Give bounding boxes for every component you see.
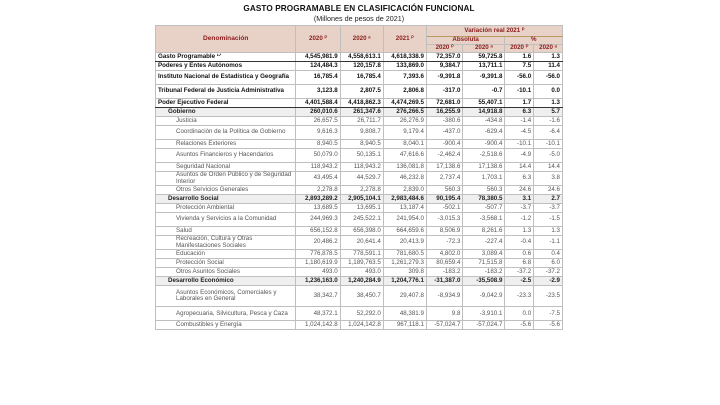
row-label: Desarrollo Social — [156, 195, 296, 204]
pct-var-2020a: -37.2 — [534, 268, 563, 277]
value-2020a: 8,940.5 — [340, 140, 383, 149]
value-2020a: 52,292.0 — [340, 307, 383, 321]
pct-var-2020a: -1.1 — [534, 236, 563, 250]
abs-var-2020p: 560.3 — [426, 186, 462, 195]
pct-var-2020p: 6.8 — [505, 259, 534, 268]
pct-var-2020a: 11.4 — [534, 62, 563, 71]
value-2021p: 9,179.4 — [383, 126, 426, 140]
value-2020a: 118,943.2 — [340, 163, 383, 172]
value-2020a: 656,398.0 — [340, 227, 383, 236]
value-2020p: 13,689.5 — [296, 204, 340, 213]
abs-var-2020a: -3,568.1 — [463, 213, 505, 227]
value-2020p: 4,545,981.9 — [296, 53, 340, 62]
row-label: Vivienda y Servicios a la Comunidad — [156, 213, 296, 227]
value-2021p: 20,413.9 — [383, 236, 426, 250]
pct-var-2020p: -10.1 — [505, 85, 534, 99]
value-2020a: 13,695.1 — [340, 204, 383, 213]
header-col-2020a: 2020 ᵃ — [340, 26, 383, 53]
row-label: Poder Ejecutivo Federal — [156, 99, 296, 108]
abs-var-2020a: -227.4 — [463, 236, 505, 250]
pct-var-2020p: -2.5 — [505, 277, 534, 286]
header-pct-2020a: 2020 ᵃ — [534, 45, 563, 53]
abs-var-2020p: 72,357.0 — [426, 53, 462, 62]
value-2020a: 38,450.7 — [340, 286, 383, 307]
value-2020p: 656,152.8 — [296, 227, 340, 236]
abs-var-2020a: -507.7 — [463, 204, 505, 213]
table-row — [156, 195, 563, 204]
value-2021p: 309.8 — [383, 268, 426, 277]
table-row — [156, 204, 563, 213]
abs-var-2020p: -31,387.0 — [426, 277, 462, 286]
value-2020a: 20,641.4 — [340, 236, 383, 250]
abs-var-2020a: 8,261.6 — [463, 227, 505, 236]
header-variacion: Variación real 2021 ᴾ — [426, 26, 562, 37]
abs-var-2020p: -502.1 — [426, 204, 462, 213]
abs-var-2020a: -9,042.9 — [463, 286, 505, 307]
row-label: Justicia — [156, 117, 296, 126]
pct-var-2020a: 0.4 — [534, 250, 563, 259]
abs-var-2020p: -8,934.9 — [426, 286, 462, 307]
abs-var-2020p: 16,255.9 — [426, 108, 462, 117]
table-row — [156, 236, 563, 250]
pct-var-2020a: 1.3 — [534, 227, 563, 236]
functional-spending-table — [155, 25, 563, 330]
abs-var-2020p: 8,506.9 — [426, 227, 462, 236]
value-2020a: 493.0 — [340, 268, 383, 277]
abs-var-2020a: -183.2 — [463, 268, 505, 277]
table-row — [156, 99, 563, 108]
value-2020p: 2,278.8 — [296, 186, 340, 195]
value-2020p: 48,372.1 — [296, 307, 340, 321]
abs-var-2020a: 3,089.4 — [463, 250, 505, 259]
value-2021p: 1,204,776.1 — [383, 277, 426, 286]
row-label: Protección Ambiental — [156, 204, 296, 213]
pct-var-2020p: 6.3 — [505, 172, 534, 186]
value-2021p: 29,407.8 — [383, 286, 426, 307]
header-col-2020p: 2020 ᴾ — [296, 26, 340, 53]
pct-var-2020a: 14.4 — [534, 163, 563, 172]
pct-var-2020p: -1.4 — [505, 117, 534, 126]
pct-var-2020p: -23.3 — [505, 286, 534, 307]
value-2020a: 1,240,284.9 — [340, 277, 383, 286]
pct-var-2020p: 6.3 — [505, 108, 534, 117]
row-label: Combustibles y Energía — [156, 321, 296, 330]
value-2020a: 26,711.7 — [340, 117, 383, 126]
row-label: Gobierno — [156, 108, 296, 117]
value-2020p: 8,940.5 — [296, 140, 340, 149]
value-2021p: 241,954.0 — [383, 213, 426, 227]
value-2020p: 4,401,588.4 — [296, 99, 340, 108]
table-subtitle: (Millones de pesos de 2021) — [313, 14, 405, 23]
pct-var-2020p: -4.5 — [505, 126, 534, 140]
table-row — [156, 108, 563, 117]
value-2020p: 118,943.2 — [296, 163, 340, 172]
value-2021p: 2,806.8 — [383, 85, 426, 99]
abs-var-2020p: 90,195.4 — [426, 195, 462, 204]
value-2021p: 2,839.0 — [383, 186, 426, 195]
value-2021p: 7,393.6 — [383, 71, 426, 85]
value-2021p: 1,261,279.3 — [383, 259, 426, 268]
value-2020p: 20,486.2 — [296, 236, 340, 250]
pct-var-2020a: -6.4 — [534, 126, 563, 140]
row-label: Relaciones Exteriores — [156, 140, 296, 149]
value-2020p: 50,079.0 — [296, 149, 340, 163]
abs-var-2020a: -0.7 — [463, 85, 505, 99]
pct-var-2020a: -23.5 — [534, 286, 563, 307]
abs-var-2020a: -3,910.1 — [463, 307, 505, 321]
row-label: Educación — [156, 250, 296, 259]
abs-var-2020p: 2,737.4 — [426, 172, 462, 186]
pct-var-2020a: -1.6 — [534, 117, 563, 126]
pct-var-2020a: 3.8 — [534, 172, 563, 186]
pct-var-2020p: -3.7 — [505, 204, 534, 213]
value-2020p: 16,785.4 — [296, 71, 340, 85]
row-label: Poderes y Entes Autónomos — [156, 62, 296, 71]
abs-var-2020a: 560.3 — [463, 186, 505, 195]
row-label: Recreación, Cultura y Otras Manifestaciones Sociales — [156, 236, 296, 250]
table-row — [156, 53, 563, 62]
value-2021p: 26,276.9 — [383, 117, 426, 126]
row-label: Otros Asuntos Sociales — [156, 268, 296, 277]
row-label: Tribunal Federal de Justicia Administrativa — [156, 85, 296, 99]
value-2020a: 778,591.1 — [340, 250, 383, 259]
abs-var-2020a: 78,380.5 — [463, 195, 505, 204]
table-row — [156, 268, 563, 277]
value-2021p: 967,118.1 — [383, 321, 426, 330]
abs-var-2020p: -57,024.7 — [426, 321, 462, 330]
header-absoluta: Absoluta — [426, 37, 505, 45]
abs-var-2020a: 17,138.6 — [463, 163, 505, 172]
header-denominacion: Denominación — [156, 26, 296, 53]
value-2020p: 38,342.7 — [296, 286, 340, 307]
value-2020p: 260,010.6 — [296, 108, 340, 117]
table-row — [156, 186, 563, 195]
table-row — [156, 85, 563, 99]
value-2020p: 1,024,142.8 — [296, 321, 340, 330]
row-label: Gasto Programable ¹ᐟ — [156, 53, 296, 62]
value-2020a: 44,529.7 — [340, 172, 383, 186]
table-row — [156, 140, 563, 149]
value-2020a: 1,024,142.8 — [340, 321, 383, 330]
value-2021p: 4,474,269.5 — [383, 99, 426, 108]
table-row — [156, 259, 563, 268]
abs-var-2020p: -900.4 — [426, 140, 462, 149]
table-row — [156, 307, 563, 321]
row-label: Otros Servicios Generales — [156, 186, 296, 195]
table-row — [156, 149, 563, 163]
value-2021p: 46,232.8 — [383, 172, 426, 186]
row-label: Instituto Nacional de Estadística y Geografía — [156, 71, 296, 85]
pct-var-2020a: -3.7 — [534, 204, 563, 213]
value-2021p: 47,616.6 — [383, 149, 426, 163]
pct-var-2020a: -5.6 — [534, 321, 563, 330]
abs-var-2020p: 80,659.4 — [426, 259, 462, 268]
table-row — [156, 250, 563, 259]
table-row — [156, 62, 563, 71]
abs-var-2020p: 9,384.7 — [426, 62, 462, 71]
value-2021p: 136,081.8 — [383, 163, 426, 172]
value-2020a: 9,808.7 — [340, 126, 383, 140]
abs-var-2020a: -9,391.8 — [463, 71, 505, 85]
abs-var-2020p: 4,802.0 — [426, 250, 462, 259]
pct-var-2020a: 2.7 — [534, 195, 563, 204]
pct-var-2020p: 0.0 — [505, 307, 534, 321]
value-2020a: 50,135.1 — [340, 149, 383, 163]
pct-var-2020p: -5.6 — [505, 321, 534, 330]
header-percent: % — [505, 37, 563, 45]
pct-var-2020p: -56.0 — [505, 71, 534, 85]
row-label: Coordinación de la Política de Gobierno — [156, 126, 296, 140]
value-2020a: 245,522.1 — [340, 213, 383, 227]
header-col-2021p: 2021 ᴾ — [383, 26, 426, 53]
abs-var-2020a: -900.4 — [463, 140, 505, 149]
abs-var-2020a: -35,508.9 — [463, 277, 505, 286]
abs-var-2020p: 72,681.0 — [426, 99, 462, 108]
pct-var-2020a: -2.9 — [534, 277, 563, 286]
value-2021p: 13,187.4 — [383, 204, 426, 213]
abs-var-2020a: -434.8 — [463, 117, 505, 126]
table-row — [156, 172, 563, 186]
pct-var-2020p: 24.6 — [505, 186, 534, 195]
value-2020p: 2,893,289.2 — [296, 195, 340, 204]
table-row — [156, 213, 563, 227]
value-2020p: 1,236,163.0 — [296, 277, 340, 286]
table-row — [156, 321, 563, 330]
abs-var-2020a: 71,515.8 — [463, 259, 505, 268]
pct-var-2020a: -1.5 — [534, 213, 563, 227]
pct-var-2020a: -7.5 — [534, 307, 563, 321]
pct-var-2020p: 1.7 — [505, 99, 534, 108]
value-2021p: 48,381.9 — [383, 307, 426, 321]
abs-var-2020p: -317.0 — [426, 85, 462, 99]
row-label: Seguridad Nacional — [156, 163, 296, 172]
value-2020p: 776,878.5 — [296, 250, 340, 259]
abs-var-2020a: -629.4 — [463, 126, 505, 140]
row-label: Asuntos de Orden Público y de Seguridad Interior — [156, 172, 296, 186]
pct-var-2020a: -56.0 — [534, 71, 563, 85]
pct-var-2020a: 5.7 — [534, 108, 563, 117]
value-2020p: 1,180,619.9 — [296, 259, 340, 268]
value-2020p: 3,123.8 — [296, 85, 340, 99]
abs-var-2020a: 55,407.1 — [463, 99, 505, 108]
pct-var-2020a: 1.3 — [534, 53, 563, 62]
value-2020p: 26,657.5 — [296, 117, 340, 126]
header-pct-2020p: 2020 ᴾ — [505, 45, 534, 53]
value-2020a: 2,905,104.1 — [340, 195, 383, 204]
value-2021p: 2,983,484.6 — [383, 195, 426, 204]
abs-var-2020a: 59,725.8 — [463, 53, 505, 62]
pct-var-2020p: 14.4 — [505, 163, 534, 172]
abs-var-2020a: 14,918.8 — [463, 108, 505, 117]
abs-var-2020p: -9,391.8 — [426, 71, 462, 85]
value-2020p: 43,495.4 — [296, 172, 340, 186]
pct-var-2020p: 0.6 — [505, 250, 534, 259]
table-row — [156, 117, 563, 126]
value-2020p: 9,616.3 — [296, 126, 340, 140]
value-2021p: 133,869.0 — [383, 62, 426, 71]
row-label: Agropecuaria, Silvicultura, Pesca y Caza — [156, 307, 296, 321]
pct-var-2020p: -10.1 — [505, 140, 534, 149]
value-2020a: 16,785.4 — [340, 71, 383, 85]
pct-var-2020a: 1.3 — [534, 99, 563, 108]
row-label: Desarrollo Económico — [156, 277, 296, 286]
abs-var-2020p: 9.8 — [426, 307, 462, 321]
table-title: GASTO PROGRAMABLE EN CLASIFICACIÓN FUNCIONAL — [243, 4, 475, 13]
pct-var-2020p: 3.1 — [505, 195, 534, 204]
abs-var-2020p: -3,015.3 — [426, 213, 462, 227]
value-2021p: 781,680.5 — [383, 250, 426, 259]
value-2021p: 664,659.6 — [383, 227, 426, 236]
value-2021p: 276,266.5 — [383, 108, 426, 117]
pct-var-2020p: -0.4 — [505, 236, 534, 250]
value-2020p: 493.0 — [296, 268, 340, 277]
pct-var-2020p: 1.6 — [505, 53, 534, 62]
pct-var-2020p: 1.3 — [505, 227, 534, 236]
value-2020a: 2,278.8 — [340, 186, 383, 195]
abs-var-2020p: -380.6 — [426, 117, 462, 126]
table-row — [156, 277, 563, 286]
table-row — [156, 71, 563, 85]
row-label: Asuntos Económicos, Comerciales y Laborales en General — [156, 286, 296, 307]
abs-var-2020p: 17,138.6 — [426, 163, 462, 172]
pct-var-2020a: 24.6 — [534, 186, 563, 195]
abs-var-2020p: -437.0 — [426, 126, 462, 140]
abs-var-2020a: -57,024.7 — [463, 321, 505, 330]
row-label: Protección Social — [156, 259, 296, 268]
value-2020a: 4,558,613.1 — [340, 53, 383, 62]
abs-var-2020a: 13,711.1 — [463, 62, 505, 71]
table-row — [156, 286, 563, 307]
abs-var-2020a: 1,703.1 — [463, 172, 505, 186]
header-abs-2020a: 2020 ᵃ — [463, 45, 505, 53]
value-2020p: 244,969.3 — [296, 213, 340, 227]
value-2020a: 120,157.8 — [340, 62, 383, 71]
pct-var-2020a: -5.0 — [534, 149, 563, 163]
value-2021p: 8,040.1 — [383, 140, 426, 149]
value-2021p: 4,618,338.9 — [383, 53, 426, 62]
pct-var-2020p: -4.9 — [505, 149, 534, 163]
pct-var-2020p: 7.5 — [505, 62, 534, 71]
header-abs-2020p: 2020 ᴾ — [426, 45, 462, 53]
pct-var-2020p: -37.2 — [505, 268, 534, 277]
value-2020p: 124,484.3 — [296, 62, 340, 71]
pct-var-2020a: 6.0 — [534, 259, 563, 268]
pct-var-2020a: -10.1 — [534, 140, 563, 149]
table-row — [156, 126, 563, 140]
abs-var-2020a: -2,518.6 — [463, 149, 505, 163]
value-2020a: 2,807.5 — [340, 85, 383, 99]
row-label: Asuntos Financieros y Hacendarios — [156, 149, 296, 163]
value-2020a: 4,418,862.3 — [340, 99, 383, 108]
value-2020a: 1,189,763.5 — [340, 259, 383, 268]
pct-var-2020p: -1.2 — [505, 213, 534, 227]
abs-var-2020p: -72.3 — [426, 236, 462, 250]
abs-var-2020p: -183.2 — [426, 268, 462, 277]
abs-var-2020p: -2,462.4 — [426, 149, 462, 163]
row-label: Salud — [156, 227, 296, 236]
value-2020a: 261,347.6 — [340, 108, 383, 117]
pct-var-2020a: 0.0 — [534, 85, 563, 99]
